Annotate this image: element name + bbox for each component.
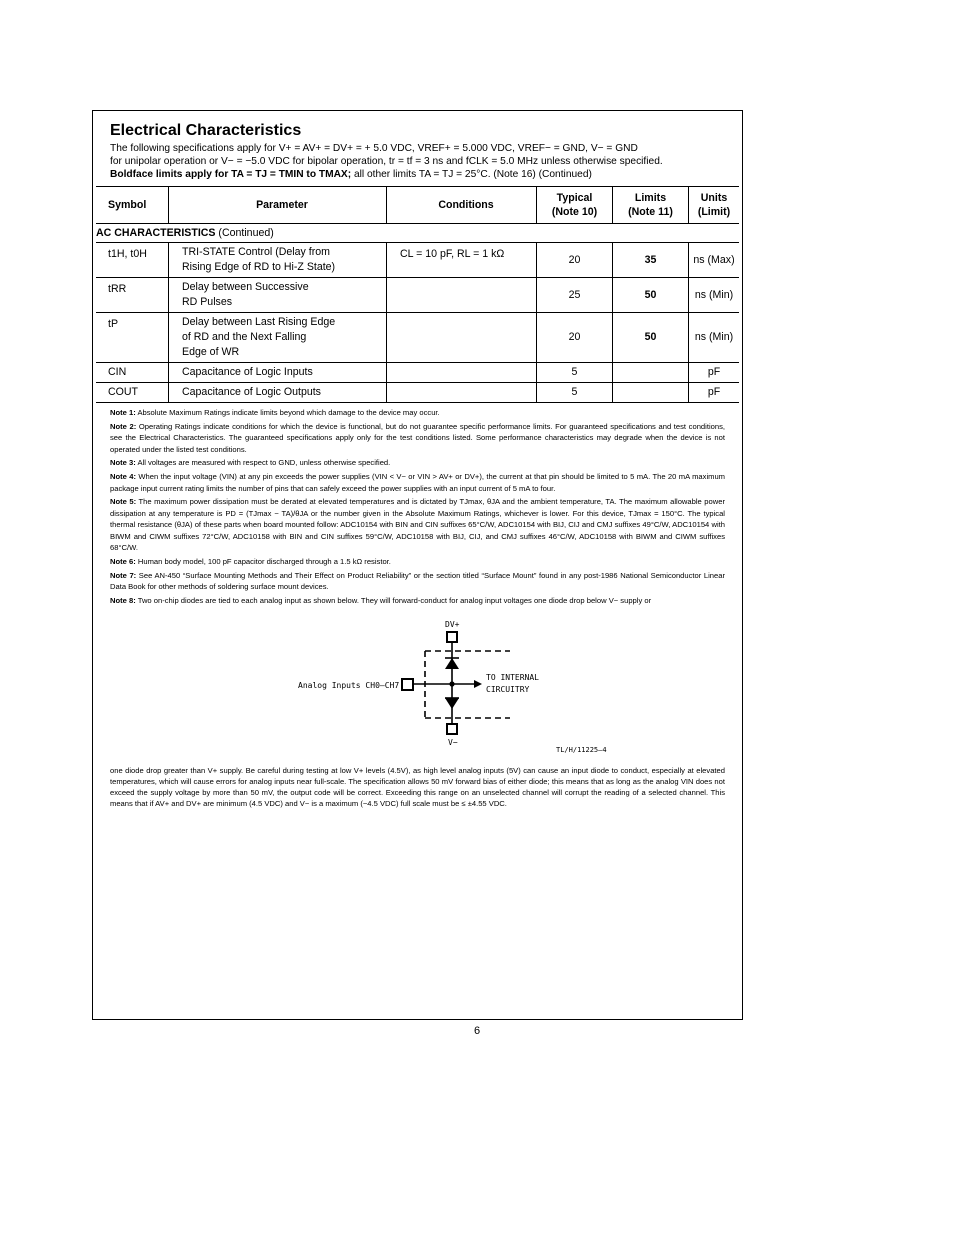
note-label: Note 5: bbox=[110, 497, 137, 507]
header-symbol: Symbol bbox=[96, 187, 169, 224]
note-item bbox=[110, 556, 725, 567]
note-label: Note 8: bbox=[110, 595, 136, 605]
note-item bbox=[110, 457, 725, 468]
note-item bbox=[110, 570, 725, 593]
intro-line-1: The following specifications apply for V+ = AV+ = DV+ = + 5.0 VDC, VREF+ = 5.000 VDC, VREF− = GND, V− = GND bbox=[110, 143, 638, 154]
note-item bbox=[110, 471, 725, 494]
note-label: Note 6: bbox=[110, 556, 136, 566]
header-units bbox=[689, 187, 740, 224]
cell-symbol: CIN bbox=[96, 363, 169, 383]
group-label-bold: AC CHARACTERISTICS bbox=[96, 227, 216, 239]
cell-typical: 20 bbox=[537, 243, 613, 278]
cell-units: ns (Max) bbox=[689, 243, 740, 278]
note-text: Operating Ratings indicate conditions for which the device is functional, but do not guarantee specific performance limits. For guaranteed specifications and test conditions, see the Electrical Characteristics. The guaranteed specifications apply only for the test conditions listed. Some performance characteristics may degrade when the device is not operated under the listed test conditions. bbox=[110, 421, 725, 454]
table-row bbox=[96, 243, 739, 278]
cell-typical: 5 bbox=[537, 363, 613, 383]
note-item bbox=[110, 595, 725, 606]
cell-parameter: Capacitance of Logic Outputs bbox=[169, 383, 387, 403]
notes-section bbox=[110, 407, 725, 609]
cell-conditions bbox=[387, 383, 537, 403]
note-label: Note 3: bbox=[110, 458, 136, 468]
cell-parameter: Capacitance of Logic Inputs bbox=[169, 363, 387, 383]
cell-limit: 50 bbox=[613, 313, 689, 363]
note-label: Note 4: bbox=[110, 472, 137, 482]
upper-diode bbox=[445, 658, 459, 669]
header-typical-note: (Note 10) bbox=[551, 206, 598, 218]
header-typical bbox=[537, 187, 613, 224]
note-item bbox=[110, 421, 725, 455]
cell-units: pF bbox=[689, 383, 740, 403]
note-label: Note 7: bbox=[110, 570, 137, 580]
cell-conditions bbox=[387, 313, 537, 363]
header-limits bbox=[613, 187, 689, 224]
table-header-row bbox=[96, 187, 739, 224]
param-line: RD Pulses bbox=[182, 296, 233, 308]
table-row bbox=[96, 278, 739, 313]
cell-limit bbox=[613, 363, 689, 383]
cell-typical: 5 bbox=[537, 383, 613, 403]
note-label: Note 1: bbox=[110, 408, 136, 417]
cell-parameter bbox=[169, 313, 387, 363]
note-item bbox=[110, 407, 725, 418]
cell-conditions: CL = 10 pF, RL = 1 kΩ bbox=[387, 243, 537, 278]
note-8-continuation: one diode drop greater than V+ supply. Be careful during testing at low V+ levels (4.5V), as high level analog inputs (5V) can cause an input diode to conduct, especially at elevated temperatures, which will cause errors for analog inputs near full-scale. The specification allows 50 mV forward bias of either diode; this means that as long as the analog VIN does not exceed the supply voltage by more than 50 mV, the output code will be correct. Exceeding this range on an unselected channel will corrupt the reading of a selected channel. This means that if AV+ and DV+ are minimum (4.5 VDC) and V− is a maximum (−4.5 VDC) full scale must be ≤ ±4.55 VDC. bbox=[110, 765, 725, 809]
param-line: of RD and the Next Falling bbox=[182, 331, 307, 343]
header-parameter: Parameter bbox=[169, 187, 387, 224]
intro-paragraph bbox=[110, 142, 728, 181]
cell-parameter bbox=[169, 278, 387, 313]
header-conditions: Conditions bbox=[387, 187, 537, 224]
param-line: Delay between Successive bbox=[182, 281, 309, 293]
table-row bbox=[96, 383, 739, 403]
cell-parameter bbox=[169, 243, 387, 278]
cell-typical: 20 bbox=[537, 313, 613, 363]
lower-diode bbox=[445, 698, 459, 709]
arrow-icon bbox=[474, 680, 482, 688]
note-item bbox=[110, 496, 725, 553]
header-limits-label: Limits bbox=[634, 192, 667, 204]
cell-symbol: tP bbox=[96, 313, 169, 363]
internal-label-2: CIRCUITRY bbox=[486, 685, 530, 694]
note-text: All voltages are measured with respect to GND, unless otherwise specified. bbox=[135, 458, 391, 468]
param-line: TRI-STATE Control (Delay from bbox=[182, 246, 330, 258]
figure-id: TL/H/11225–4 bbox=[556, 746, 607, 754]
header-limits-note: (Note 11) bbox=[628, 206, 673, 218]
cell-symbol: tRR bbox=[96, 278, 169, 313]
junction-dot bbox=[449, 681, 454, 686]
header-units-sub: (Limit) bbox=[697, 206, 731, 218]
note-label: Note 2: bbox=[110, 421, 137, 431]
param-line: Edge of WR bbox=[182, 346, 240, 358]
v-minus-pin bbox=[447, 724, 457, 734]
intro-boldface-text: Boldface limits apply for TA = TJ = TMIN to TMAX; bbox=[110, 169, 352, 180]
group-label-rest: (Continued) bbox=[215, 227, 274, 239]
cell-units: ns (Min) bbox=[689, 278, 740, 313]
note-text: See AN-450 “Surface Mounting Methods and Their Effect on Product Reliability” or the section titled “Surface Mount” found in any post-1986 National Semiconductor Linear Data Book for other methods of soldering surface mount devices. bbox=[110, 570, 725, 592]
intro-line-2: for unipolar operation or V− = −5.0 VDC for bipolar operation, tr = tf = 3 ns and fCLK = 5.0 MHz unless otherwise specified. bbox=[110, 156, 663, 167]
group-row bbox=[96, 224, 739, 243]
cell-limit bbox=[613, 383, 689, 403]
page-number: 6 bbox=[473, 1025, 481, 1037]
cell-limit: 35 bbox=[613, 243, 689, 278]
note-text: Two on-chip diodes are tied to each analog input as shown below. They will forward-conduct for analog input voltages one diode drop below V− supply or bbox=[135, 595, 652, 605]
table-row bbox=[96, 363, 739, 383]
note-text: The maximum power dissipation must be derated at elevated temperatures and is dictated by TJmax, θJA and the ambient temperature, TA. The maximum allowable power dissipation at any temperature is PD = (TJmax − TA)/θJA or the number given in the Absolute Maximum Ratings, whichever is lower. For this device, TJmax = 150°C. The typical thermal resistance (θJA) of these parts when board mounted follow: ADC10154 with BIN and CIN suffixes 65°C/W, ADC10154 with BIJ, CIJ and CMJ suffixes 49°C/W, ADC10154 with BIWM and CIWM suffixes 72°C/W, ADC10158 with BIN and CIN suffixes 59°C/W, ADC10158 with BIJ, CIJ, and CMJ suffixes 46°C/W, ADC10158 with BIWM and CIWM suffixes 68°C/W. bbox=[110, 497, 725, 553]
cell-conditions bbox=[387, 278, 537, 313]
cell-units: ns (Min) bbox=[689, 313, 740, 363]
internal-label-1: TO INTERNAL bbox=[486, 673, 539, 682]
intro-line-3 bbox=[110, 168, 728, 181]
cell-units: pF bbox=[689, 363, 740, 383]
intro-rest-text: all other limits TA = TJ = 25°C. (Note 16) (Continued) bbox=[351, 169, 592, 180]
note-text: When the input voltage (VIN) at any pin exceeds the power supplies (VIN < V− or VIN > AV+ or DV+), the current at that pin should be limited to 5 mA. The 20 mA maximum package input current rating limits the number of pins that can safely exceed the power supplies with an input current of 5 mA to four. bbox=[110, 472, 725, 493]
note-text: Absolute Maximum Ratings indicate limits beyond which damage to the device may occur. bbox=[135, 408, 440, 417]
specs-table bbox=[96, 186, 739, 403]
header-units-label: Units bbox=[700, 192, 728, 204]
cell-symbol: COUT bbox=[96, 383, 169, 403]
page-title: Electrical Characteristics bbox=[110, 122, 302, 139]
dv-pin bbox=[447, 632, 457, 642]
cell-symbol: t1H, t0H bbox=[96, 243, 169, 278]
input-pin bbox=[402, 679, 413, 690]
v-minus-label: V− bbox=[448, 738, 458, 747]
cell-limit: 50 bbox=[613, 278, 689, 313]
header-typical-label: Typical bbox=[556, 192, 593, 204]
param-line: Rising Edge of RD to Hi-Z State) bbox=[182, 261, 336, 273]
dv-label: DV+ bbox=[445, 620, 460, 629]
param-line: Delay between Last Rising Edge bbox=[182, 316, 336, 328]
input-label: Analog Inputs CH0–CH7 bbox=[298, 681, 400, 690]
table-row bbox=[96, 313, 739, 363]
cell-typical: 25 bbox=[537, 278, 613, 313]
group-label bbox=[96, 224, 739, 243]
input-protection-diagram bbox=[290, 618, 630, 758]
cell-conditions bbox=[387, 363, 537, 383]
note-text: Human body model, 100 pF capacitor discharged through a 1.5 kΩ resistor. bbox=[135, 556, 391, 566]
